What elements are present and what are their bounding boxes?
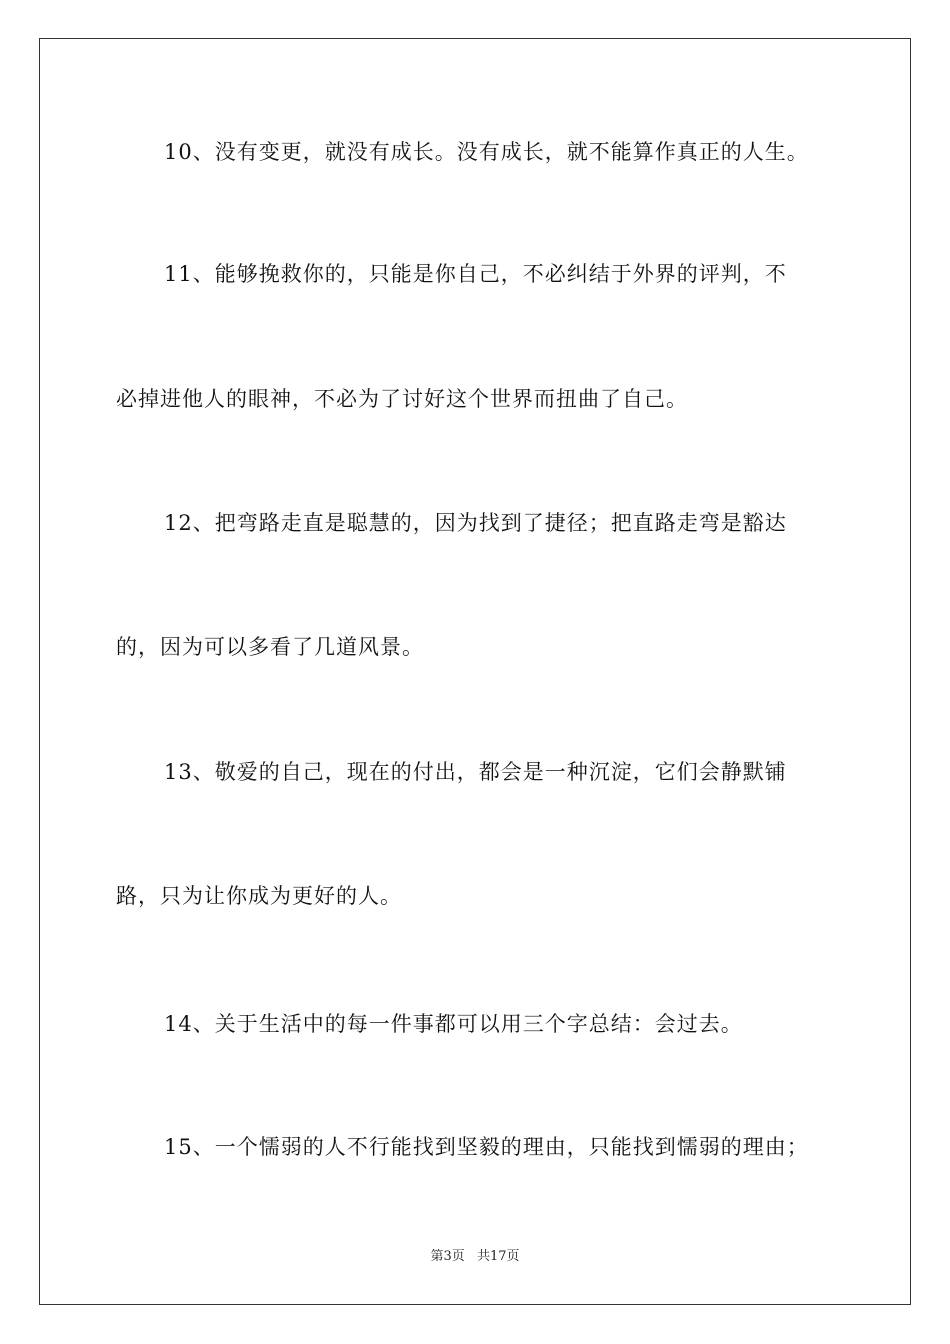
page-footer [0,1248,950,1266]
paragraph-11-line-1: 11、能够挽救你的，只能是你自己，不必纠结于外界的评判，不 [164,262,787,286]
paragraph-13-line-2: 路，只为让你成为更好的人。 [116,884,402,908]
paragraph-15: 15、一个懦弱的人不行能找到坚毅的理由，只能找到懦弱的理由； [164,1135,809,1159]
paragraph-14: 14、关于生活中的每一件事都可以用三个字总结：会过去。 [164,1012,743,1036]
paragraph-10: 10、没有变更，就没有成长。没有成长，就不能算作真正的人生。 [164,140,809,164]
paragraph-11-line-2: 必掉进他人的眼神，不必为了讨好这个世界而扭曲了自己。 [116,387,688,411]
page-number: 第3页 [430,1249,465,1264]
page-total: 共17页 [476,1249,520,1264]
page-border [39,38,911,1305]
paragraph-13-line-1: 13、敬爱的自己，现在的付出，都会是一种沉淀，它们会静默铺 [164,760,787,784]
paragraph-12-line-2: 的，因为可以多看了几道风景。 [116,635,424,659]
paragraph-12-line-1: 12、把弯路走直是聪慧的，因为找到了捷径；把直路走弯是豁达 [164,511,787,535]
